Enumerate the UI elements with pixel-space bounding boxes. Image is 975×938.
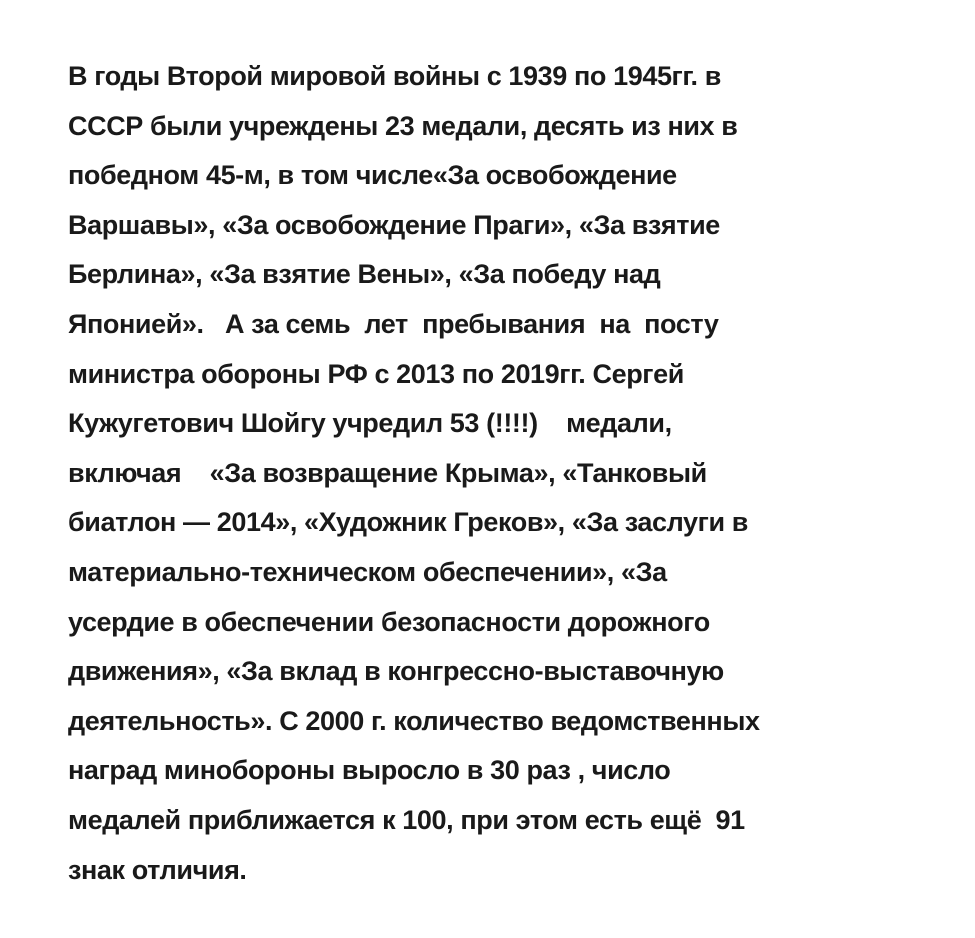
text-line-7: министра обороны РФ с 2013 по 2019гг. Сергей <box>68 358 684 389</box>
text-line-6: Японией». А за семь лет пребывания на посту <box>68 308 719 339</box>
text-line-17: знак отличия. <box>68 854 247 885</box>
text-line-15: наград минобороны выросло в 30 раз , число <box>68 755 671 786</box>
text-line-12: усердие в обеспечении безопасности дорожного <box>68 606 710 637</box>
text-line-14: деятельность». С 2000 г. количество ведомственных <box>68 705 760 736</box>
text-line-8: Кужугетович Шойгу учредил 53 (!!!!) медали, <box>68 408 672 439</box>
text-block <box>68 52 948 895</box>
text-line-9: включая «За возвращение Крыма», «Танковый <box>68 457 707 488</box>
text-line-16: медалей приближается к 100, при этом есть ещё 91 <box>68 804 745 835</box>
text-line-1: В годы Второй мировой войны с 1939 по 1945гг. в <box>68 61 721 91</box>
text-line-5: Берлина», «За взятие Вены», «За победу над <box>68 259 661 290</box>
text-line-3: победном 45-м, в том числе«За освобождение <box>68 160 677 191</box>
text-line-2: СССР были учреждены 23 медали, десять из них в <box>68 110 738 141</box>
text-line-10: биатлон — 2014», «Художник Греков», «За заслуги в <box>68 507 748 538</box>
text-line-13: движения», «За вклад в конгрессно-выставочную <box>68 656 724 687</box>
text-line-11: материально-техническом обеспечении», «За <box>68 556 667 587</box>
text-line-4: Варшавы», «За освобождение Праги», «За взятие <box>68 209 720 240</box>
